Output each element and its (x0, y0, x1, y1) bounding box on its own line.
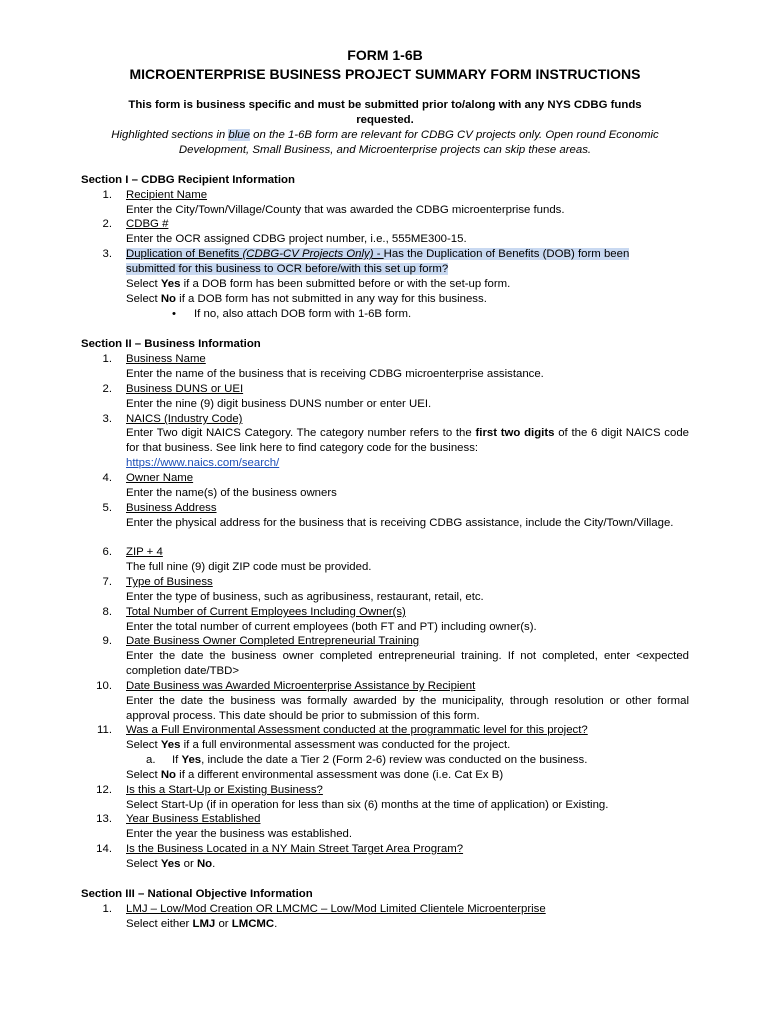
highlight-word: blue (228, 129, 250, 141)
s2-item-14-number: 14. (96, 843, 112, 855)
no-word: No (160, 293, 177, 305)
s2-item-11-yes-line (126, 738, 689, 753)
s1-item-2-number: 2. (102, 218, 112, 230)
s1-item-3-number: 3. (102, 248, 112, 260)
s2-item-4-text: Enter the name(s) of the business owners (126, 487, 337, 499)
s1-item-3-question-line-1 (126, 247, 689, 262)
s2-item-9-label: Date Business Owner Completed Entrepreneurial Training (126, 635, 420, 647)
sub-pre: If (172, 754, 182, 766)
naics-text-bold: first two digits (475, 427, 555, 439)
s2-item-6-text: The full nine (9) digit ZIP code must be provided. (126, 561, 372, 573)
select-word: Select (126, 739, 161, 751)
s2-item-13-label: Year Business Established (126, 813, 261, 825)
s2-item-9-number: 9. (102, 635, 112, 647)
s2-item-12-label: Is this a Start-Up or Existing Business? (126, 784, 323, 796)
naics-text-pre: Enter Two digit NAICS Category. The category number refers to the (126, 427, 476, 439)
s2-item-11-label: Was a Full Environmental Assessment conducted at the programmatic level for this project? (126, 724, 588, 736)
s2-item-5-text: Enter the physical address for the business that is receiving CDBG assistance, include the City/Town/Village. (126, 517, 674, 529)
s2-item-11-sub-text (172, 753, 587, 768)
s2-item-13-number: 13. (96, 813, 112, 825)
s2-item-5-label: Business Address (126, 502, 217, 514)
s2-item-3-text (126, 426, 689, 456)
s1-item-3-question-line-2 (126, 262, 689, 277)
no-text: if a different environmental assessment was done (i.e. Cat Ex B) (176, 769, 504, 781)
s2-item-4-label: Owner Name (126, 472, 194, 484)
yes-word: Yes (160, 739, 181, 751)
select-word: Select (126, 278, 161, 290)
s2-item-8-number: 8. (102, 606, 112, 618)
form-title: MICROENTERPRISE BUSINESS PROJECT SUMMARY FORM INSTRUCTIONS (129, 66, 641, 82)
s1-item-3-label: Duplication of Benefits (126, 248, 243, 260)
s2-item-2-number: 2. (102, 383, 112, 395)
s1-item-3-question-text-2: submitted for this business to OCR before/with this set up form? (126, 263, 449, 275)
yes-text: if a full environmental assessment was conducted for the project. (180, 739, 511, 751)
s2-item-6-number: 6. (102, 546, 112, 558)
section-2-heading: Section II – Business Information (81, 338, 261, 350)
s2-item-10-text: Enter the date the business was formally awarded by the municipality, through resolution or other formal approval process. This date should be prior to submission of this form. (126, 695, 689, 722)
yes-word: Yes (160, 858, 181, 870)
yes-text: if a DOB form has been submitted before or with the set-up form. (180, 278, 511, 290)
s2-item-3-label: NAICS (Industry Code) (126, 413, 243, 425)
select-word: Select either (126, 918, 193, 930)
option-lmcmc: LMCMC (231, 918, 275, 930)
s2-item-1-text: Enter the name of the business that is receiving CDBG microenterprise assistance. (126, 368, 544, 380)
s2-item-2-label: Business DUNS or UEI (126, 383, 244, 395)
s2-item-11-no-line (126, 768, 689, 783)
notice-line-2: requested. (356, 114, 414, 126)
s2-item-12-number: 12. (96, 784, 112, 796)
option-lmj: LMJ (192, 918, 216, 930)
naics-search-link[interactable]: https://www.naics.com/search/ (126, 457, 280, 469)
select-word: Select (126, 769, 161, 781)
s1-item-2-label: CDBG # (126, 218, 169, 230)
s2-item-1-label: Business Name (126, 353, 206, 365)
period: . (212, 858, 216, 870)
period: . (274, 918, 278, 930)
s1-item-3-label-tail: - (373, 248, 384, 260)
no-word: No (196, 858, 213, 870)
select-word: Select (126, 858, 161, 870)
s2-item-4-number: 4. (102, 472, 112, 484)
s1-item-1-number: 1. (102, 189, 112, 201)
s2-item-7-label: Type of Business (126, 576, 213, 588)
s2-item-14-text (126, 857, 689, 872)
s1-item-2-text: Enter the OCR assigned CDBG project number, i.e., 555ME300-15. (126, 233, 467, 245)
s2-item-8-text: Enter the total number of current employees (both FT and PT) including owner(s). (126, 621, 537, 633)
section-3-heading: Section III – National Objective Information (81, 888, 313, 900)
notice-line-1: This form is business specific and must be submitted prior to/along with any NYS CDBG funds (128, 99, 642, 111)
highlight-note-line-1 (60, 128, 710, 143)
s2-item-1-number: 1. (102, 353, 112, 365)
s1-item-3-bullet-text: If no, also attach DOB form with 1-6B form. (194, 308, 412, 320)
s2-item-2-text: Enter the nine (9) digit business DUNS number or enter UEI. (126, 398, 432, 410)
s2-item-14-label: Is the Business Located in a NY Main Street Target Area Program? (126, 843, 464, 855)
highlight-post: on the 1-6B form are relevant for CDBG CV projects only. Open round Economic (249, 129, 659, 141)
s2-item-9-text: Enter the date the business owner completed entrepreneurial training. If not completed, enter <expected completion date/TBD> (126, 650, 689, 677)
s1-item-3-no-line (126, 292, 689, 307)
s3-item-1-label: LMJ – Low/Mod Creation OR LMCMC – Low/Mod Limited Clientele Microenterprise (126, 903, 546, 915)
s2-item-10-number: 10. (96, 680, 112, 692)
s3-item-1-text (126, 917, 689, 932)
or-word: or (180, 858, 197, 870)
form-number: FORM 1-6B (347, 47, 423, 63)
s2-item-3-number: 3. (102, 413, 112, 425)
s1-item-3-question-text-1: Has the Duplication of Benefits (DOB) form been (383, 248, 630, 260)
or-word: or (215, 918, 232, 930)
bullet-icon: • (172, 308, 176, 320)
s1-item-3-label-italic: (CDBG-CV Projects Only) (242, 248, 374, 260)
highlight-note-line-2: Development, Small Business, and Microenterprise projects can skip these areas. (178, 144, 592, 156)
s2-item-10-label: Date Business was Awarded Microenterprise Assistance by Recipient (126, 680, 476, 692)
s2-item-11-number: 11. (97, 724, 112, 736)
sub-text: , include the date a Tier 2 (Form 2-6) review was conducted on the business. (201, 754, 588, 766)
highlight-pre: Highlighted sections in (111, 129, 229, 141)
yes-word: Yes (160, 278, 181, 290)
s2-item-8-label: Total Number of Current Employees Including Owner(s) (126, 606, 406, 618)
s2-item-5-number: 5. (102, 502, 112, 514)
select-word: Select (126, 293, 161, 305)
s1-item-1-label: Recipient Name (126, 189, 208, 201)
naics-text-post: of the 6 digit NAICS code for that business. See link here to find category code for the business: (126, 427, 689, 454)
s2-item-7-text: Enter the type of business, such as agribusiness, restaurant, retail, etc. (126, 591, 484, 603)
no-text: if a DOB form has not submitted in any way for this business. (176, 293, 487, 305)
no-word: No (160, 769, 177, 781)
s2-item-12-text: Select Start-Up (if in operation for less than six (6) months at the time of application) or Existing. (126, 799, 609, 811)
sub-yes-word: Yes (181, 754, 202, 766)
s2-item-6-label: ZIP + 4 (126, 546, 163, 558)
s2-item-11-sub-number: a. (146, 754, 156, 766)
section-1-heading: Section I – CDBG Recipient Information (81, 174, 295, 186)
s3-item-1-number: 1. (102, 903, 112, 915)
s1-item-3-yes-line (126, 277, 689, 292)
s1-item-1-text: Enter the City/Town/Village/County that was awarded the CDBG microenterprise funds. (126, 204, 565, 216)
s2-item-7-number: 7. (102, 576, 112, 588)
s2-item-3-link-line (126, 456, 689, 471)
s2-item-13-text: Enter the year the business was established. (126, 828, 353, 840)
